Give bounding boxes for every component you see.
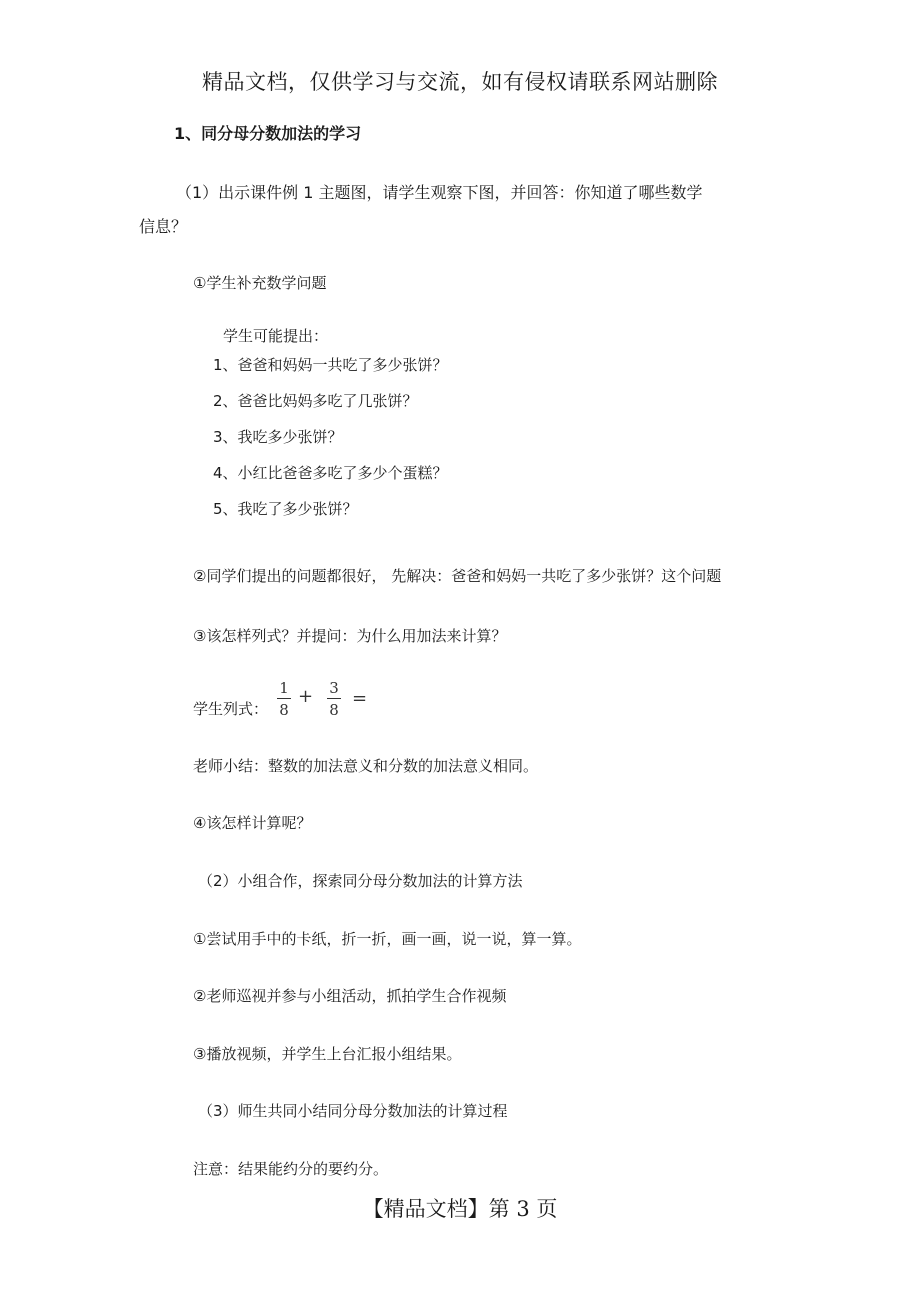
part3-note: 注意：结果能约分的要约分。: [193, 1160, 389, 1178]
fraction-numerator: 1: [279, 679, 289, 697]
part1-step1: ①学生补充数学问题: [193, 274, 327, 292]
fraction-one-eighth: [277, 680, 291, 718]
part1-intro-line1: （1）出示课件例 1 主题图，请学生观察下图，并回答：你知道了哪些数学: [176, 183, 703, 202]
part1-intro-line2: 信息？: [139, 217, 188, 236]
list-item: 4、小红比爸爸多吃了多少个蛋糕？: [213, 464, 448, 482]
formula-label: 学生列式：: [193, 700, 269, 718]
fraction-bar: [327, 698, 341, 699]
fraction-numerator: 3: [329, 679, 339, 697]
fraction-three-eighths: [327, 680, 341, 718]
part3-title: （3）师生共同小结同分母分数加法的计算过程: [198, 1102, 508, 1120]
part2-title: （2）小组合作，探索同分母分数加法的计算方法: [198, 872, 523, 890]
fraction-denominator: 8: [279, 701, 289, 719]
teacher-summary: 老师小结：整数的加法意义和分数的加法意义相同。: [193, 757, 539, 775]
fraction-denominator: 8: [329, 701, 339, 719]
part1-step3: ③该怎样列式？并提问：为什么用加法来计算？: [193, 627, 507, 645]
part1-step4: ④该怎样计算呢？: [193, 814, 312, 832]
equals-sign: =: [352, 688, 368, 709]
list-item: 2、爸爸比妈妈多吃了几张饼？: [213, 392, 418, 410]
list-item: 5、我吃了多少张饼？: [213, 500, 358, 518]
fraction-bar: [277, 698, 291, 699]
part1-step2: ②同学们提出的问题都很好， 先解决：爸爸和妈妈一共吃了多少张饼？这个问题: [193, 567, 722, 585]
questions-intro: 学生可能提出：: [223, 327, 329, 345]
part2-step2: ②老师巡视并参与小组活动，抓拍学生合作视频: [193, 987, 507, 1005]
list-item: 3、我吃多少张饼？: [213, 428, 343, 446]
section-title: 1、同分母分数加法的学习: [174, 124, 362, 143]
page-footer: 【精品文档】第 3 页: [362, 1197, 558, 1221]
part2-step1: ①尝试用手中的卡纸，折一折，画一画，说一说，算一算。: [193, 930, 582, 948]
page-header: 精品文档，仅供学习与交流，如有侵权请联系网站删除: [202, 70, 718, 94]
plus-sign: +: [298, 686, 314, 707]
list-item: 1、爸爸和妈妈一共吃了多少张饼？: [213, 356, 448, 374]
part2-step3: ③播放视频，并学生上台汇报小组结果。: [193, 1045, 462, 1063]
